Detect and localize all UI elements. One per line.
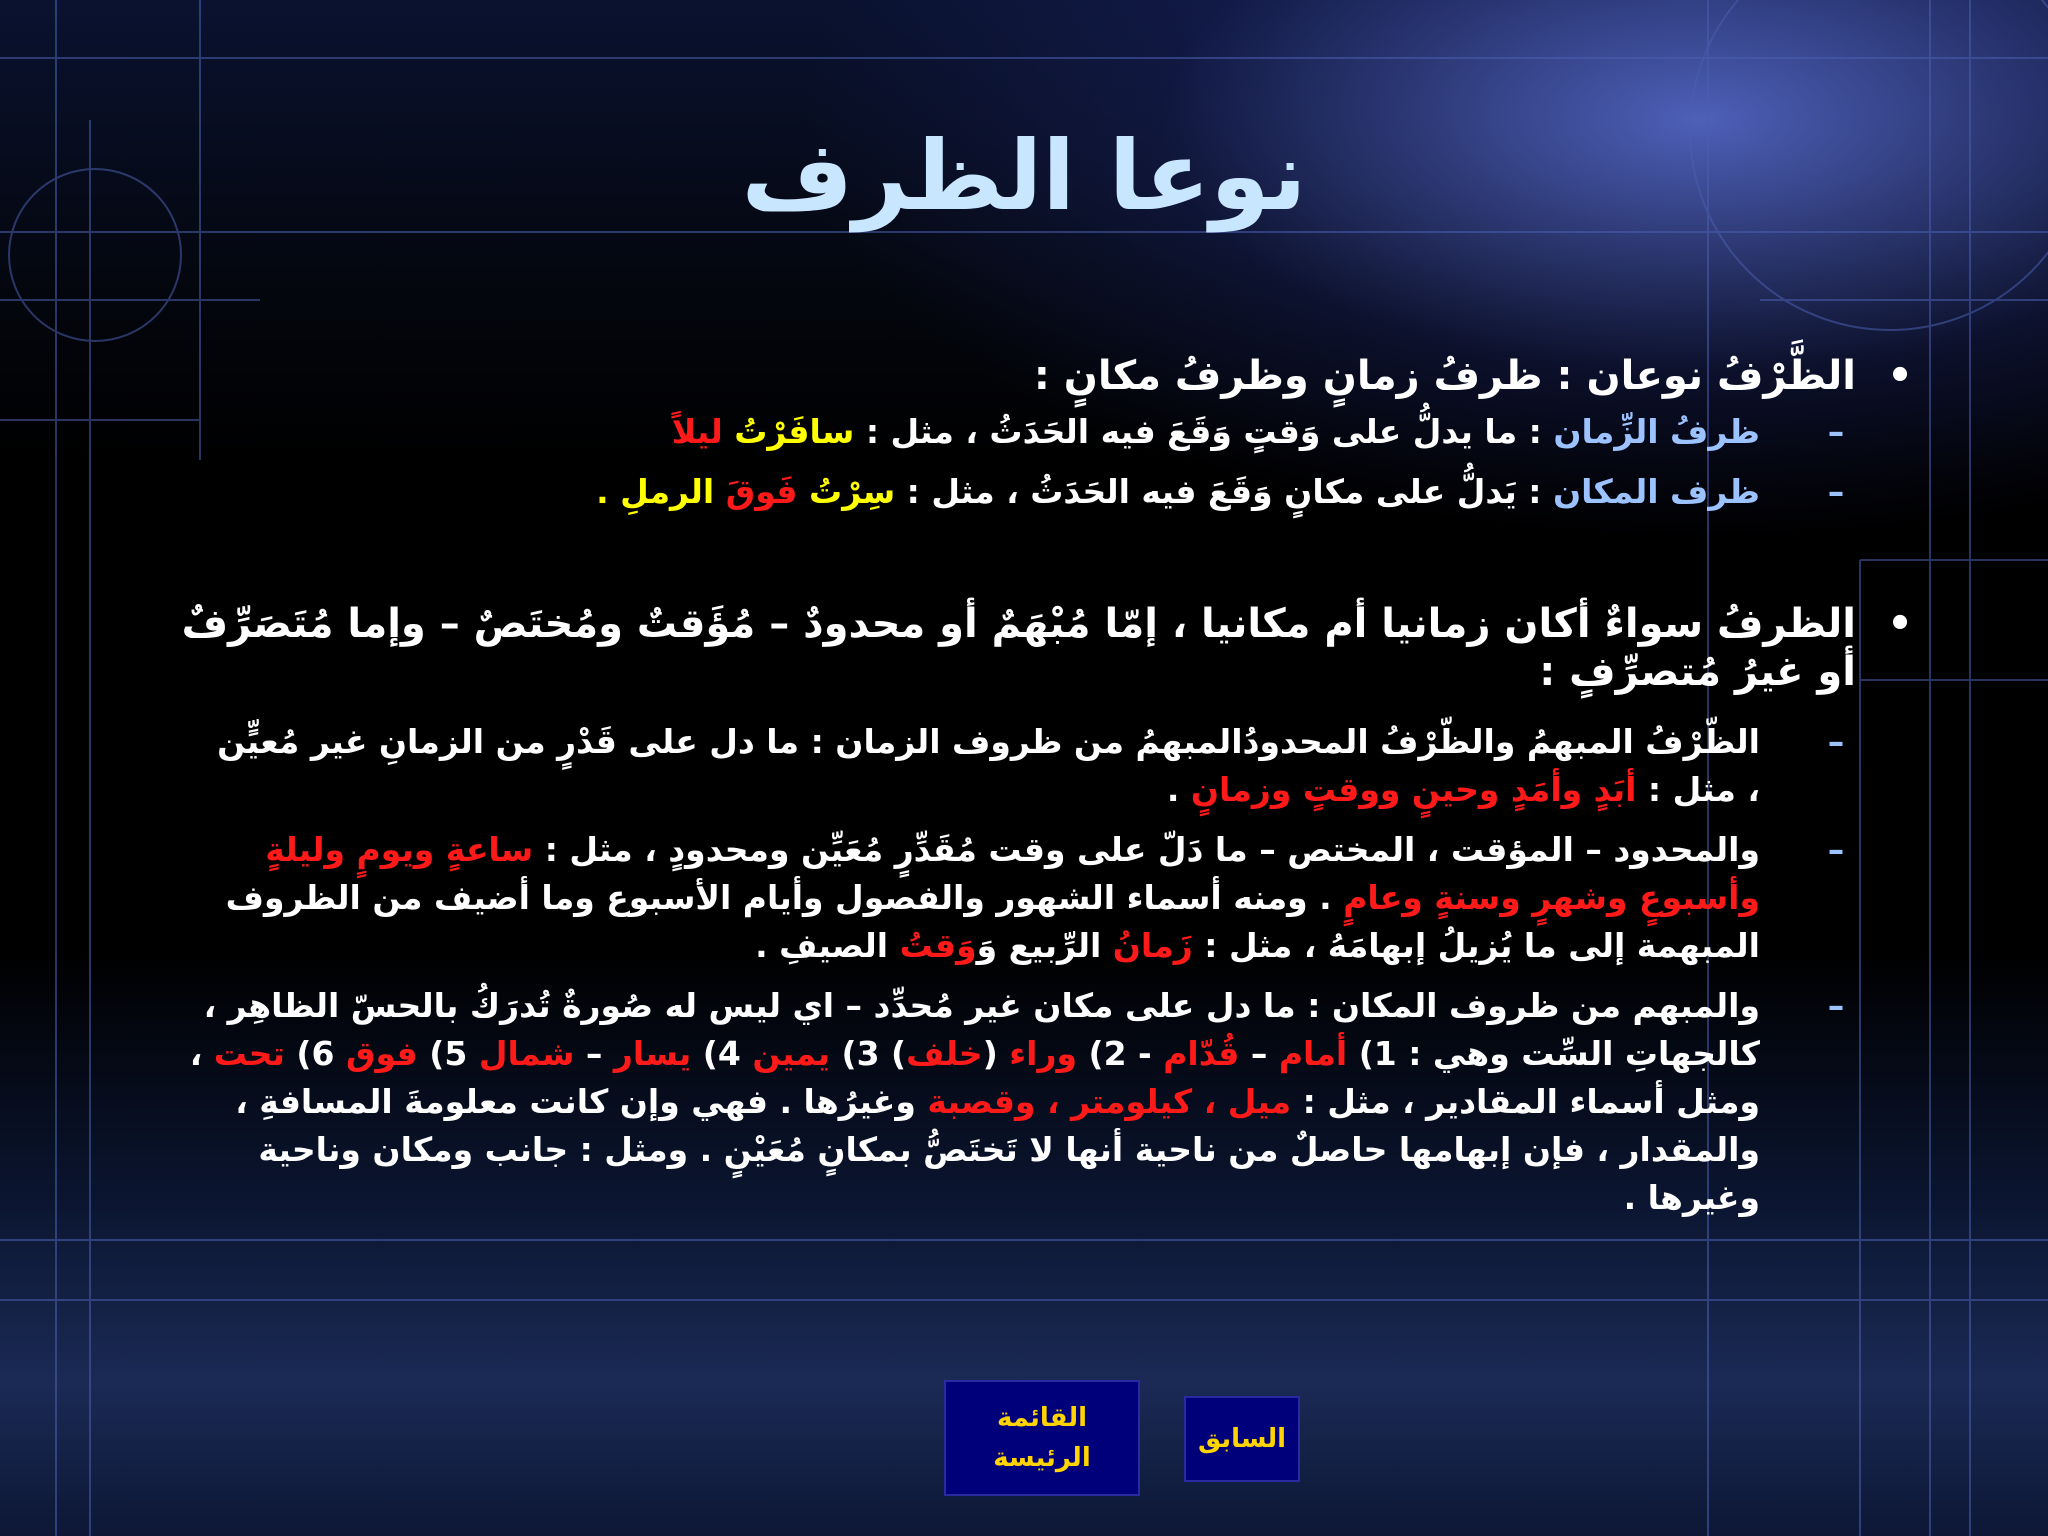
text-run: : ما يدلُّ على وَقتٍ وَقَعَ فيه الحَدَثُ ، مثل : [854, 412, 1554, 451]
text-run: الظرفُ سواءٌ أكان زمانيا أم مكانيا ، إمّا مُبْهَمٌ أو محدودٌ – مُؤَقتٌ ومُختَصٌ – وإما مُتَصَرِّفٌ أو غيرُ مُتصرِّفٍ : [181, 601, 1856, 695]
term-run: ظرفُ الزِّمان [1553, 412, 1760, 451]
sub-item [160, 468, 1856, 516]
slide-title: نوعا الظرف [741, 120, 1307, 232]
example-run: أمام [1278, 1034, 1348, 1073]
text-run: – [1239, 1034, 1279, 1073]
example-run: زَمانُ [1112, 926, 1193, 965]
example-run: سافَرْتُ [722, 412, 855, 451]
dash-marker: – [1827, 722, 1845, 761]
text-run: - 2) [1076, 1034, 1164, 1073]
sub-text [226, 830, 1760, 965]
sub-text [596, 472, 1760, 511]
text-run: . ومنه أسماء الشهور والفصول وأيام الأسبوع وما أضيف من الظروف المبهمة إلى ما يُزيلُ إبهامَهُ ، مثل : [225, 878, 1760, 965]
main-menu-button[interactable]: القائمة الرئيسة [944, 1380, 1140, 1496]
text-run: ) 3) [830, 1034, 907, 1073]
sub-text [217, 722, 1760, 809]
bullet-marker: • [1887, 601, 1913, 647]
text-run: وغيرُها . فهي وإن كانت معلومةَ المسافةِ ، والمقدار ، فإن إبهامها حاصلٌ من ناحية أنها لا تَختَصُّ بمكانٍ مُعَيْنٍ . ومثل : جانب ومكان وناحية وغيرها . [235, 1082, 1760, 1217]
text-run: الرِّبيع وَ [976, 926, 1113, 965]
bullet-text [182, 601, 1856, 695]
example-run: أبَدٍ وأمَدٍ وحينٍ ووقتٍ وزمانٍ [1190, 770, 1637, 809]
text-run: الظّرْفُ المبهمُ والظّرْفُ المحدودُالمبهمُ من ظروف الزمان : ما دل على قَدْرٍ من الزمانِ غير مُعيٍّن ، مثل : [217, 722, 1760, 809]
sub-item [160, 408, 1856, 456]
dash-marker: – [1827, 412, 1845, 451]
sub-text [672, 412, 1760, 451]
sub-item [200, 718, 1856, 814]
text-run: 5) [417, 1034, 479, 1073]
sub-item [170, 826, 1856, 970]
example-run: فوق [345, 1034, 418, 1073]
example-run: يسار [613, 1034, 692, 1073]
text-run: 4) [691, 1034, 753, 1073]
example-run: وراء [1009, 1034, 1077, 1073]
sub-text [190, 986, 1760, 1217]
example-run: ميل ، كيلومتر ، وقصبة [927, 1082, 1292, 1121]
example-run: ساعةٍ ويومٍ وليلةٍ وأسبوعٍ وشهرٍ وسنةٍ وعامٍ [265, 830, 1760, 917]
bullet-item [160, 352, 1920, 400]
dash-marker: – [1827, 830, 1845, 869]
text-run: والمحدود – المؤقت ، المختص – ما دَلّ على وقت مُقَدِّرٍ مُعَيِّن ومحدودٍ ، مثل : [533, 830, 1760, 869]
text-run: – [574, 1034, 614, 1073]
text-run: 6) [284, 1034, 346, 1073]
bullet-item [176, 600, 1920, 696]
example-run: وَقتُ [899, 926, 977, 965]
example-run: ليلاً [671, 412, 723, 451]
example-run: فَوقَ [714, 472, 798, 511]
text-run: : يَدلُّ على مكانٍ وَقَعَ فيه الحَدَثُ ، مثل : [895, 472, 1553, 511]
bullet-text [1034, 353, 1856, 399]
example-run: قُدّام [1163, 1034, 1240, 1073]
text-run: ، ومثل أسماء المقادير ، مثل : [189, 1034, 1760, 1121]
term-run: ظرف المكان [1552, 472, 1760, 511]
text-run: . [1166, 770, 1191, 809]
slide-content [160, 352, 1920, 1222]
bullet-marker: • [1887, 353, 1913, 399]
example-run: خلف [906, 1034, 983, 1073]
previous-button[interactable]: السابق [1184, 1396, 1300, 1482]
text-run: والمبهم من ظروف المكان : ما دل على مكان غير مُحدِّد – اي ليس له صُورةٌ تُدرَكُ بالحسّ الظاهِر ، كالجهاتِ السِّت وهي : 1) [203, 986, 1760, 1073]
example-run: الرملِ . [596, 472, 715, 511]
sub-item [170, 982, 1856, 1222]
example-run: شمال [478, 1034, 575, 1073]
dash-marker: – [1827, 986, 1845, 1025]
text-run: الظَّرْفُ نوعان : ظرفُ زمانٍ وظرفُ مكانٍ : [1033, 353, 1856, 399]
example-run: سِرْتُ [797, 472, 896, 511]
example-run: تحت [213, 1034, 285, 1073]
text-run: الصيفِ . [755, 926, 900, 965]
dash-marker: – [1827, 472, 1845, 511]
example-run: يمين [752, 1034, 831, 1073]
text-run: ( [982, 1034, 1010, 1073]
